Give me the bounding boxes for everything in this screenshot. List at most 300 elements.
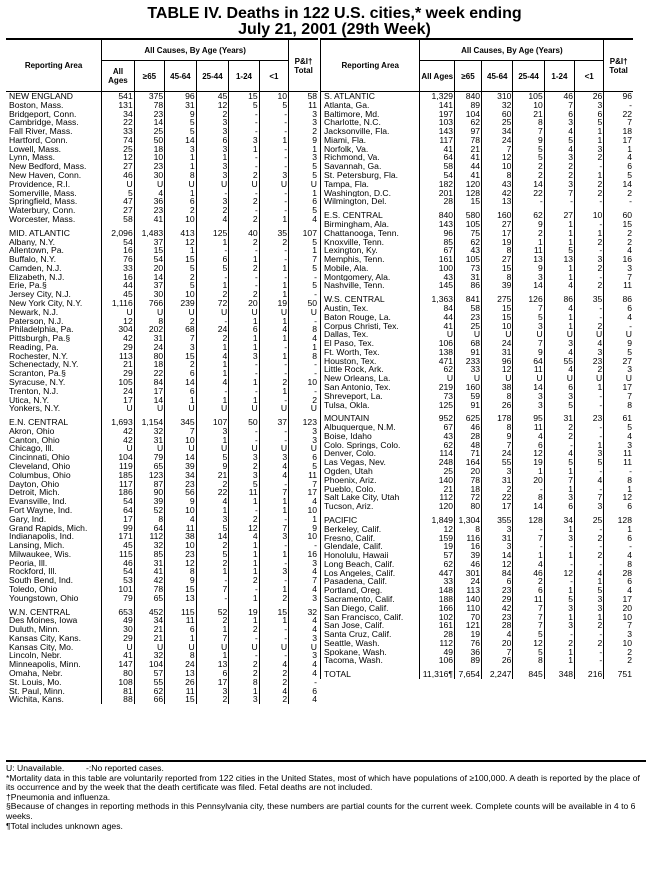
value-cell: 27 (102, 162, 135, 171)
value-cell: 49 (102, 616, 135, 625)
value-cell: - (289, 369, 318, 378)
value-cell: 104 (102, 453, 135, 462)
value-cell: 2 (259, 695, 288, 704)
value-cell: 41 (102, 651, 135, 660)
value-cell: 43 (420, 432, 455, 441)
value-cell: U (196, 643, 229, 652)
value-cell: - (575, 392, 604, 401)
value-cell: 41 (134, 567, 164, 576)
value-cell: 26 (482, 401, 513, 410)
reporting-area-cell: Honolulu, Hawaii (321, 551, 420, 560)
value-cell: U (165, 308, 197, 317)
table-row (6, 567, 318, 576)
value-cell: 3 (575, 145, 604, 154)
table-row (6, 110, 318, 119)
value-cell: 1 (544, 322, 574, 331)
table-row (6, 145, 318, 154)
value-cell: U (229, 444, 259, 453)
value-cell: 197 (420, 110, 455, 119)
table-row (321, 604, 634, 613)
value-cell: 11 (604, 458, 633, 467)
value-cell: 31 (482, 476, 513, 485)
reporting-area-cell: Camden, N.J. (9, 263, 62, 273)
value-cell: 21 (134, 634, 164, 643)
value-cell: 3 (259, 171, 288, 180)
reporting-area-cell: Austin, Tex. (321, 304, 420, 313)
region-row (321, 516, 634, 525)
value-cell: 952 (420, 414, 455, 423)
value-cell: 2 (544, 162, 574, 171)
value-cell: 14 (604, 180, 633, 189)
table-row (6, 444, 318, 453)
value-cell: 7 (165, 334, 197, 343)
value-cell: 60 (482, 110, 513, 119)
value-cell: 2 (259, 594, 288, 603)
value-cell: 11 (513, 246, 544, 255)
value-cell: 2,096 (102, 229, 135, 238)
value-cell: 31 (134, 334, 164, 343)
value-cell: 121 (455, 621, 482, 630)
value-cell: 4 (575, 476, 604, 485)
reporting-area-cell: Gary, Ind. (9, 514, 47, 524)
value-cell: 8 (165, 651, 197, 660)
value-cell: 301 (455, 569, 482, 578)
value-cell: 766 (134, 299, 164, 308)
value-cell: 5 (544, 136, 574, 145)
value-cell: 15 (259, 608, 288, 617)
reporting-area-cell: Dayton, Ohio (9, 479, 60, 489)
value-cell: 5 (196, 524, 229, 533)
col-header-45-64: 45-64 (165, 61, 197, 92)
value-cell: 7 (513, 127, 544, 136)
value-cell: 2 (575, 534, 604, 543)
value-cell: 2,247 (482, 670, 513, 679)
reporting-area-cell: Providence, R.I. (9, 179, 71, 189)
table-row (6, 317, 318, 326)
table-row (6, 550, 318, 559)
value-cell: 2 (544, 432, 574, 441)
value-cell: 145 (420, 281, 455, 290)
value-cell: 9 (513, 136, 544, 145)
value-cell: 113 (102, 352, 135, 361)
table-row (321, 220, 634, 229)
value-cell: 11 (165, 687, 197, 696)
value-cell: 13 (165, 669, 197, 678)
reporting-area-cell: Dallas, Tex. (321, 330, 420, 339)
col-header-all-ages: All Ages (420, 61, 455, 92)
value-cell: - (259, 360, 288, 369)
value-cell: 41 (134, 215, 164, 224)
reporting-area-cell: Seattle, Wash. (321, 639, 420, 648)
value-cell: - (229, 436, 259, 445)
table-row (321, 569, 634, 578)
value-cell: - (229, 118, 259, 127)
value-cell: U (289, 444, 318, 453)
value-cell: 10 (165, 436, 197, 445)
value-cell: - (259, 273, 288, 282)
reporting-area-cell: Scranton, Pa.§ (9, 369, 66, 378)
value-cell: - (259, 559, 288, 568)
reporting-area-cell: W.S. CENTRAL (321, 295, 420, 304)
value-cell: 7 (544, 476, 574, 485)
value-cell: 5 (259, 101, 288, 110)
value-cell: - (229, 506, 259, 515)
reporting-area-cell: PACIFIC (321, 516, 420, 525)
value-cell: 86 (544, 295, 574, 304)
table-row (6, 290, 318, 299)
value-cell: 64 (420, 153, 455, 162)
value-cell: 10 (482, 322, 513, 331)
value-cell: 91 (455, 401, 482, 410)
value-cell: 13 (196, 660, 229, 669)
value-cell: 14 (482, 551, 513, 560)
value-cell: 1 (575, 171, 604, 180)
table-row (6, 396, 318, 405)
value-cell: 1 (544, 229, 574, 238)
value-cell: 25 (575, 516, 604, 525)
value-cell: 12 (165, 559, 197, 568)
value-cell: 452 (134, 608, 164, 617)
value-cell: 103 (420, 118, 455, 127)
value-cell: 80 (455, 502, 482, 511)
table-row (6, 378, 318, 387)
reporting-area-cell: Washington, D.C. (321, 189, 420, 198)
value-cell: 1 (229, 317, 259, 326)
value-cell: 3 (165, 145, 197, 154)
value-cell: 3 (544, 392, 574, 401)
value-cell: 8 (513, 493, 544, 502)
reporting-area-cell: Santa Cruz, Calif. (321, 630, 420, 639)
table-row (6, 215, 318, 224)
value-cell: 59 (455, 392, 482, 401)
table-row (321, 613, 634, 622)
value-cell: 143 (420, 220, 455, 229)
value-cell: 46 (102, 559, 135, 568)
reporting-area-cell: Cleveland, Ohio (9, 462, 71, 471)
col-header-pi-total: P&I† Total (604, 39, 633, 92)
reporting-area-cell: Colo. Springs, Colo. (321, 441, 420, 450)
value-cell: 4 (544, 281, 574, 290)
value-cell: 107 (196, 418, 229, 427)
reporting-area-cell: Ft. Worth, Tex. (321, 348, 420, 357)
value-cell: 10 (289, 506, 318, 515)
reporting-area-cell: Knoxville, Tenn. (321, 238, 420, 247)
value-cell: 12 (420, 525, 455, 534)
value-cell: U (289, 643, 318, 652)
value-cell: 6 (165, 197, 197, 206)
value-cell: 21 (455, 145, 482, 154)
value-cell: 2 (289, 396, 318, 405)
reporting-area-cell: Lynn, Mass. (9, 153, 56, 163)
value-cell: 8 (604, 401, 633, 410)
value-cell: 3 (289, 118, 318, 127)
value-cell: 97 (455, 127, 482, 136)
table-row (321, 339, 634, 348)
value-cell: 2 (575, 639, 604, 648)
value-cell: 91 (455, 348, 482, 357)
value-cell: 62 (420, 441, 455, 450)
value-cell: 1 (544, 220, 574, 229)
value-cell: U (544, 374, 574, 383)
value-cell: 1 (259, 264, 288, 273)
value-cell: 131 (102, 101, 135, 110)
value-cell: U (604, 374, 633, 383)
value-cell: 1 (229, 396, 259, 405)
value-cell: U (102, 180, 135, 189)
reporting-area-cell: Pueblo, Colo. (321, 485, 420, 494)
table-row (321, 281, 634, 290)
value-cell: 8 (482, 423, 513, 432)
value-cell: 41 (455, 153, 482, 162)
value-cell: 19 (259, 299, 288, 308)
value-cell: 17 (102, 515, 135, 524)
value-cell: 17 (604, 595, 633, 604)
value-cell: - (544, 577, 574, 586)
value-cell: 2 (196, 290, 229, 299)
table-row (6, 643, 318, 652)
reporting-area-cell: Youngstown, Ohio (9, 593, 79, 603)
table-row (6, 532, 318, 541)
value-cell: 2 (604, 229, 633, 238)
value-cell: 3 (513, 322, 544, 331)
value-cell: 6 (604, 502, 633, 511)
value-cell: 25 (102, 145, 135, 154)
value-cell: 88 (102, 695, 135, 704)
value-cell: 1 (259, 585, 288, 594)
value-cell: 5 (102, 189, 135, 198)
value-cell: 57 (134, 669, 164, 678)
value-cell: 5 (229, 101, 259, 110)
reporting-area-cell: Bridgeport, Conn. (9, 109, 77, 119)
value-cell: U (544, 330, 574, 339)
value-cell: 12 (482, 153, 513, 162)
value-cell: 15 (604, 220, 633, 229)
value-cell: 2 (165, 273, 197, 282)
value-cell: 1 (544, 238, 574, 247)
value-cell: - (513, 197, 544, 206)
reporting-area-cell: Berkeley, Calif. (321, 525, 420, 534)
value-cell: 1 (229, 343, 259, 352)
value-cell: U (513, 330, 544, 339)
value-cell: 3 (289, 634, 318, 643)
value-cell: 10 (482, 162, 513, 171)
value-cell: 3 (604, 365, 633, 374)
reporting-area-cell: E.S. CENTRAL (321, 211, 420, 220)
title-line-2: July 21, 2001 (29th Week) (238, 21, 431, 38)
table-row (6, 162, 318, 171)
value-cell: 10 (259, 92, 288, 101)
value-cell: 79 (134, 453, 164, 462)
value-cell: 70 (455, 613, 482, 622)
value-cell: 4 (259, 660, 288, 669)
value-cell: 541 (102, 92, 135, 101)
value-cell: 22 (482, 493, 513, 502)
value-cell: - (259, 634, 288, 643)
table-row (6, 255, 318, 264)
value-cell: 38 (482, 383, 513, 392)
value-cell: 10 (165, 506, 197, 515)
value-cell: 4 (289, 567, 318, 576)
value-cell: 1 (604, 485, 633, 494)
table-row (321, 467, 634, 476)
footnote-no-cases: -:No reported cases. (86, 763, 164, 773)
table-row (321, 656, 634, 665)
value-cell: 21 (420, 485, 455, 494)
value-cell: 35 (575, 295, 604, 304)
value-cell: - (229, 246, 259, 255)
value-cell: 100 (420, 264, 455, 273)
value-cell: 25 (420, 467, 455, 476)
value-cell: 1 (544, 648, 574, 657)
value-cell: 30 (134, 290, 164, 299)
value-cell: 14 (513, 383, 544, 392)
value-cell: 1 (575, 613, 604, 622)
reporting-area-cell: Albuquerque, N.M. (321, 423, 420, 432)
value-cell: 7 (513, 339, 544, 348)
value-cell: 31 (134, 436, 164, 445)
value-cell: 57 (420, 551, 455, 560)
region-row (6, 229, 318, 238)
value-cell: U (289, 180, 318, 189)
table-row (321, 493, 634, 502)
reporting-area-cell: St. Louis, Mo. (9, 677, 62, 687)
value-cell: 4 (482, 630, 513, 639)
value-cell: 13 (482, 197, 513, 206)
value-cell: 5 (229, 480, 259, 489)
value-cell: 1 (289, 515, 318, 524)
value-cell: 34 (482, 127, 513, 136)
value-cell: 3 (259, 532, 288, 541)
value-cell: 12 (196, 101, 229, 110)
value-cell: 5 (513, 648, 544, 657)
value-cell: 751 (604, 670, 633, 679)
reporting-area-cell: Fresno, Calif. (321, 534, 420, 543)
value-cell: 20 (134, 264, 164, 273)
value-cell: U (289, 308, 318, 317)
reporting-area-cell: Kansas City, Kans. (9, 633, 81, 643)
value-cell: 3 (575, 255, 604, 264)
value-cell: - (513, 485, 544, 494)
value-cell: 32 (134, 427, 164, 436)
value-cell: 11 (165, 616, 197, 625)
value-cell: 7 (482, 648, 513, 657)
value-cell: - (196, 189, 229, 198)
value-cell: 114 (420, 449, 455, 458)
table-row (6, 360, 318, 369)
value-cell: 37 (134, 238, 164, 247)
value-cell: - (544, 197, 574, 206)
value-cell: 76 (102, 255, 135, 264)
table-row (321, 273, 634, 282)
reporting-area-cell: Waterbury, Conn. (9, 206, 76, 215)
value-cell: 9 (289, 136, 318, 145)
value-cell: - (575, 648, 604, 657)
value-cell: 14 (165, 378, 197, 387)
table-row (6, 480, 318, 489)
value-cell: 160 (482, 211, 513, 220)
value-cell: - (575, 630, 604, 639)
reporting-area-cell: Houston, Tex. (321, 357, 420, 366)
reporting-area-cell: San Francisco, Calif. (321, 613, 420, 622)
value-cell: 1 (165, 634, 197, 643)
value-cell: 15 (455, 197, 482, 206)
value-cell: 64 (513, 357, 544, 366)
reporting-area-cell: Birmingham, Ala. (321, 220, 420, 229)
table-row (321, 127, 634, 136)
value-cell: 1 (259, 281, 288, 290)
value-cell: 15 (165, 695, 197, 704)
value-cell: 160 (455, 383, 482, 392)
value-cell: 1 (196, 651, 229, 660)
value-cell: 5 (604, 171, 633, 180)
reporting-area-cell: Long Beach, Calif. (321, 560, 420, 569)
reporting-area-cell: Shreveport, La. (321, 392, 420, 401)
value-cell: U (420, 374, 455, 383)
value-cell: - (229, 585, 259, 594)
value-cell: 36 (455, 648, 482, 657)
reporting-area-cell: Cincinnati, Ohio (9, 453, 70, 463)
value-cell: 5 (289, 162, 318, 171)
table-row (6, 369, 318, 378)
value-cell: 1 (229, 255, 259, 264)
value-cell: U (165, 404, 197, 413)
value-cell: 23 (134, 206, 164, 215)
reporting-area-cell: Wichita, Kans. (9, 695, 64, 705)
value-cell: U (455, 374, 482, 383)
value-cell: 1 (196, 567, 229, 576)
value-cell: 2 (259, 678, 288, 687)
value-cell: - (575, 197, 604, 206)
value-cell: 2 (575, 551, 604, 560)
value-cell: 22 (102, 118, 135, 127)
value-cell: 43 (482, 180, 513, 189)
value-cell: 8 (289, 352, 318, 361)
value-cell: 22 (513, 189, 544, 198)
left-table-body (6, 92, 318, 705)
reporting-area-cell: Somerville, Mass. (9, 188, 77, 198)
value-cell: 52 (196, 608, 229, 617)
table-row (6, 180, 318, 189)
value-cell: 4 (165, 515, 197, 524)
value-cell: - (229, 360, 259, 369)
value-cell: 15 (482, 264, 513, 273)
value-cell: 84 (482, 569, 513, 578)
value-cell: 43 (455, 246, 482, 255)
reporting-area-cell: Worcester, Mass. (9, 214, 76, 224)
value-cell: 1 (544, 313, 574, 322)
table-row (321, 630, 634, 639)
reporting-area-cell: Glendale, Calif. (321, 542, 420, 551)
value-cell: 186 (102, 488, 135, 497)
value-cell: 2 (544, 171, 574, 180)
value-cell: 5 (575, 118, 604, 127)
table-row (6, 625, 318, 634)
value-cell: 1 (165, 162, 197, 171)
value-cell: 2 (196, 480, 229, 489)
reporting-area-cell: Norfolk, Va. (321, 145, 420, 154)
reporting-area-cell: Rochester, N.Y. (9, 351, 69, 361)
reporting-area-cell: Little Rock, Ark. (321, 365, 420, 374)
reporting-area-cell: Pasadena, Calif. (321, 577, 420, 586)
value-cell: 1 (544, 273, 574, 282)
table-row (6, 101, 318, 110)
right-table-body (321, 92, 634, 680)
value-cell: 72 (455, 493, 482, 502)
value-cell: U (259, 643, 288, 652)
reporting-area-cell: Baltimore, Md. (321, 110, 420, 119)
value-cell: 1 (196, 343, 229, 352)
value-cell: 1 (259, 136, 288, 145)
